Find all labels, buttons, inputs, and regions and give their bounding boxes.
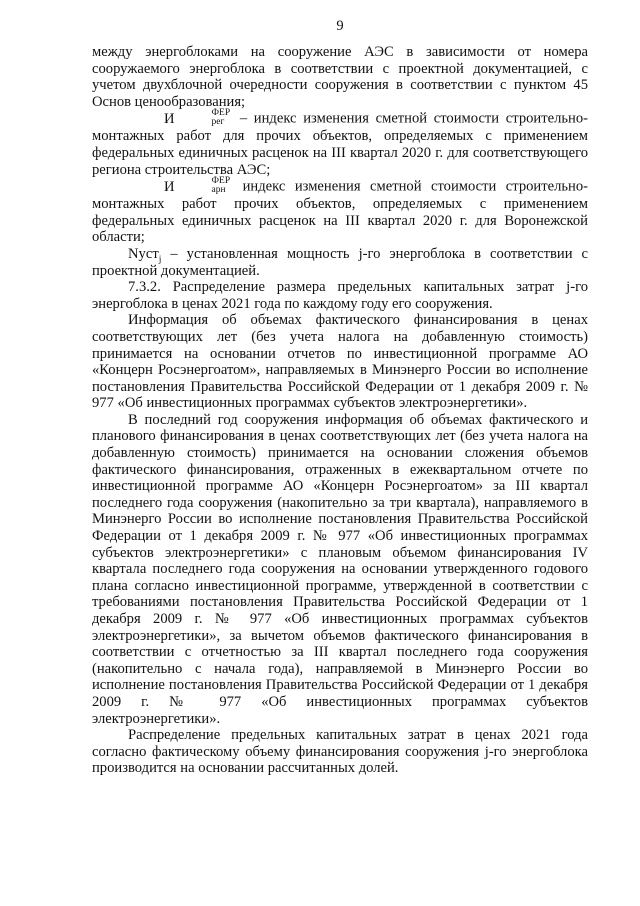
capacity-sub: j <box>158 254 162 265</box>
paragraph-index-arn <box>92 178 588 246</box>
paragraph-section-7-3-2: 7.3.2. Распределение размера предельных капитальных затрат j-го энергоблока в ценах 2021 года по каждому году его сооружения. <box>92 279 588 312</box>
index-sub-reg: рег <box>211 117 225 128</box>
capacity-text: – установленная мощность j-го энергоблока в соответствии с проектной документацией. <box>92 245 588 279</box>
paragraph-capacity <box>92 246 588 279</box>
index-symbol-reg: И <box>164 110 175 127</box>
capacity-symbol: Nуст <box>128 245 159 262</box>
paragraph-distribution: Распределение предельных капитальных затрат в ценах 2021 года согласно фактическому объему финансирования сооружения j-го энергоблока производится на основании рассчитанных долей. <box>92 727 588 777</box>
index-text-arn: индекс изменения сметной стоимости строительно-монтажных работ прочих объектов, определяемых с применением федеральных единичных расценок на III квартал 2020 г. для Воронежской области; <box>92 178 588 246</box>
index-sup-reg: ФЕР <box>211 108 231 119</box>
index-symbol-arn: И <box>164 178 175 195</box>
paragraph-index-reg <box>92 110 588 178</box>
paragraph-last-year: В последний год сооружения информация об объемах фактического и планового финансирования в ценах соответствующих лет (без учета налога на добавленную стоимость) принимается на основании сложения объемов фактического финансирования, отраженных в ежеквартальном отчете по инвестиционной программе АО «Концерн Росэнергоатом» за III квартал последнего года сооружения (накопительно за три квартала), направляемого в Минэнерго России во исполнение постановления Правительства Российской Федерации от 1 декабря 2009 г. № 977 «Об инвестиционных программах субъектов электроэнергетики» с плановым объемом финансирования IV квартала последнего года сооружения на основании утвержденного годового плана согласно инвестиционной программе, утвержденной в соответствии с требованиями постановления Правительства Российской Федерации от 1 декабря 2009 г. № 977 «Об инвестиционных программах субъектов электроэнергетики», за вычетом объемов фактического финансирования в соответствии с отчетностью за III квартал последнего года сооружения (накопительно с начала года), направляемой в Минэнерго России во исполнение постановления Правительства Российской Федерации от 1 декабря 2009 г. № 977 «Об инвестиционных программах субъектов электроэнергетики». <box>92 411 588 727</box>
paragraph-1: между энергоблоками на сооружение АЭС в зависимости от номера сооружаемого энергоблока в соответствии с проектной документацией, с учетом двухблочной очередности сооружения в соответствии с пунктом 45 Основ ценообразования; <box>92 44 588 110</box>
page-number: 9 <box>336 18 344 34</box>
index-sup-sub-reg <box>176 109 231 127</box>
index-text-reg: – индекс изменения сметной стоимости строительно-монтажных работ для прочих объектов, определяемых с применением федеральных единичных расценок на III квартал 2020 г. для соответствующего региона строительства АЭС; <box>92 110 588 178</box>
paragraph-financing-info: Информация об объемах фактического финансирования в ценах соответствующих лет (без учета налога на добавленную стоимость) принимается на основании отчетов по инвестиционной программе АО «Концерн Росэнергоатом», направляемых в Минэнерго России во исполнение постановления Правительства Российской Федерации от 1 декабря 2009 г. № 977 «Об инвестиционных программах субъектов электроэнергетики». <box>92 312 588 412</box>
index-sub-arn: арн <box>211 185 226 196</box>
index-sup-arn: ФЕР <box>211 176 231 187</box>
index-sup-sub-arn <box>176 177 231 195</box>
